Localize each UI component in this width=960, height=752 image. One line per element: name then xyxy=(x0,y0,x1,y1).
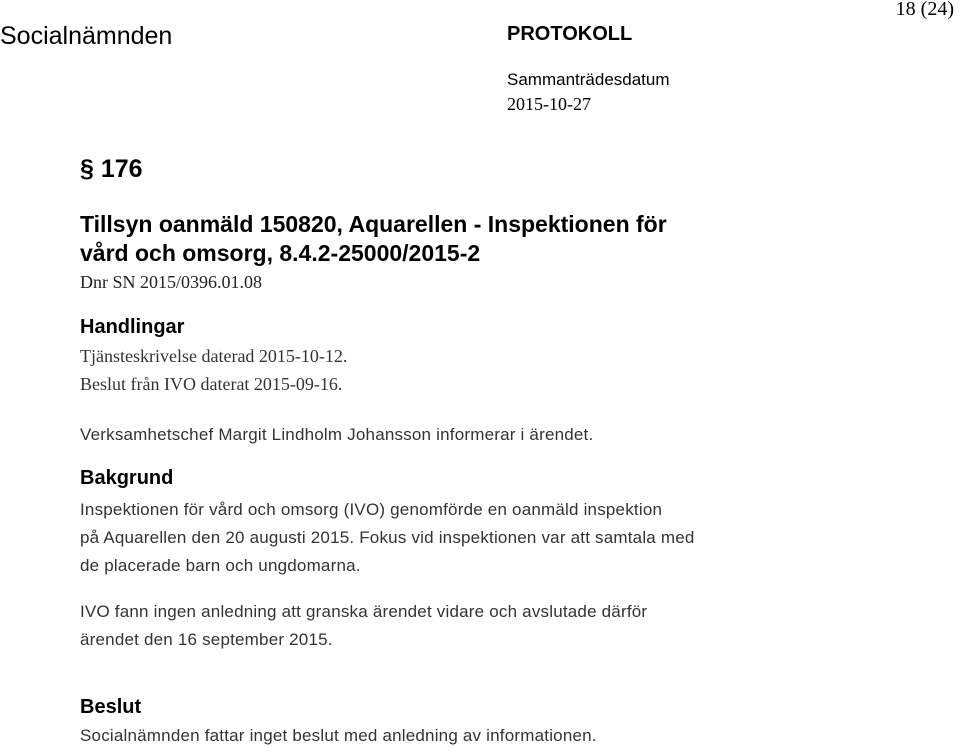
organization-name: Socialnämnden xyxy=(0,22,173,50)
page-number: 18 (24) xyxy=(895,0,954,20)
paragraph-line: de placerade barn och ungdomarna. xyxy=(80,556,361,575)
diary-number: Dnr SN 2015/0396.01.08 xyxy=(80,272,263,292)
handlingar-list xyxy=(80,342,347,398)
section-title xyxy=(80,210,667,268)
section-title-line: Tillsyn oanmäld 150820, Aquarellen - Inspektionen för xyxy=(80,211,667,237)
section-title-line: vård och omsorg, 8.4.2-25000/2015-2 xyxy=(80,240,481,266)
informant-note: Verksamhetschef Margit Lindholm Johansson informerar i ärendet. xyxy=(80,425,594,444)
heading-handlingar: Handlingar xyxy=(80,316,185,338)
paragraph-line: IVO fann ingen anledning att granska ärendet vidare och avslutade därför xyxy=(80,602,648,621)
section-number: § 176 xyxy=(80,155,143,183)
bakgrund-paragraph-2 xyxy=(80,598,647,654)
meeting-date: 2015-10-27 xyxy=(507,94,591,114)
heading-bakgrund: Bakgrund xyxy=(80,467,174,489)
list-item: Beslut från IVO daterat 2015-09-16. xyxy=(80,374,343,394)
bakgrund-paragraph-1 xyxy=(80,496,695,580)
meeting-date-label: Sammanträdesdatum xyxy=(507,70,670,89)
paragraph-line: på Aquarellen den 20 augusti 2015. Fokus vid inspektionen var att samtala med xyxy=(80,528,695,547)
heading-beslut: Beslut xyxy=(80,696,142,718)
list-item: Tjänsteskrivelse daterad 2015-10-12. xyxy=(80,346,348,366)
paragraph-line: Inspektionen för vård och omsorg (IVO) genomförde en oanmäld inspektion xyxy=(80,500,663,519)
beslut-text: Socialnämnden fattar inget beslut med anledning av informationen. xyxy=(80,726,597,745)
document-type: PROTOKOLL xyxy=(507,23,633,45)
paragraph-line: ärendet den 16 september 2015. xyxy=(80,630,333,649)
